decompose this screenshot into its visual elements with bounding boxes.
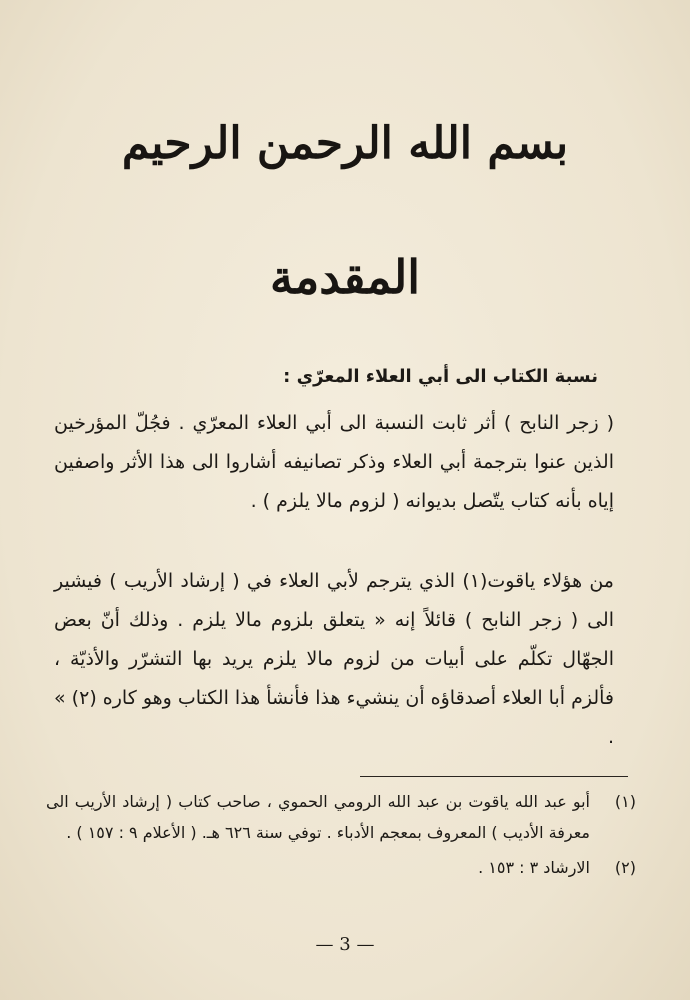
footnote-1 bbox=[46, 786, 636, 848]
footnote-text: الارشاد ٣ : ١٥٣ . bbox=[478, 858, 590, 877]
basmala-calligraphy: بسم الله الرحمن الرحيم bbox=[121, 118, 569, 169]
footnote-number: (٢) bbox=[614, 858, 636, 877]
paragraph-1: ( زجر النابح ) أثر ثابت النسبة الى أبي العلاء المعرّي . فجُلّ المؤرخين الذين عنوا بترجمة أبي العلاء وذكر تصانيفه أشاروا الى هذا الأثر واصفين إياه بأنه كتاب يتّصل بديوانه ( لزوم مالا يلزم ) . bbox=[54, 412, 614, 512]
footnotes bbox=[46, 786, 636, 887]
page-title: المقدمة bbox=[269, 250, 421, 304]
footnote-divider bbox=[360, 776, 628, 777]
footnote-2 bbox=[46, 852, 636, 883]
section-heading: نسبة الكتاب الى أبي العلاء المعرّي : bbox=[283, 366, 598, 387]
footnote-number: (١) bbox=[614, 792, 636, 811]
page-number: — 3 — bbox=[315, 934, 375, 955]
paragraph-2: من هؤلاء ياقوت(١) الذي يترجم لأبي العلاء في ( إرشاد الأريب ) فيشير الى ( زجر النابح ) قائلاً إنه « يتعلق بلزوم مالا يلزم . وذلك أنّ بعض الجهّال تكلّم على أبيات من لزوم مالا يلزم يريد بها التشرّر والأذيّة ، فألزم أبا العلاء أصدقاؤه أن ينشيء هذا فأنشأ هذا الكتاب وهو كاره (٢) » . bbox=[54, 570, 615, 748]
footnote-text: أبو عبد الله ياقوت بن عبد الله الرومي الحموي ، صاحب كتاب ( إرشاد الأريب الى معرفة الأديب ) المعروف بمعجم الأدباء . توفي سنة ٦٢٦ هـ. ( الأعلام ٩ : ١٥٧ ) . bbox=[46, 792, 590, 842]
